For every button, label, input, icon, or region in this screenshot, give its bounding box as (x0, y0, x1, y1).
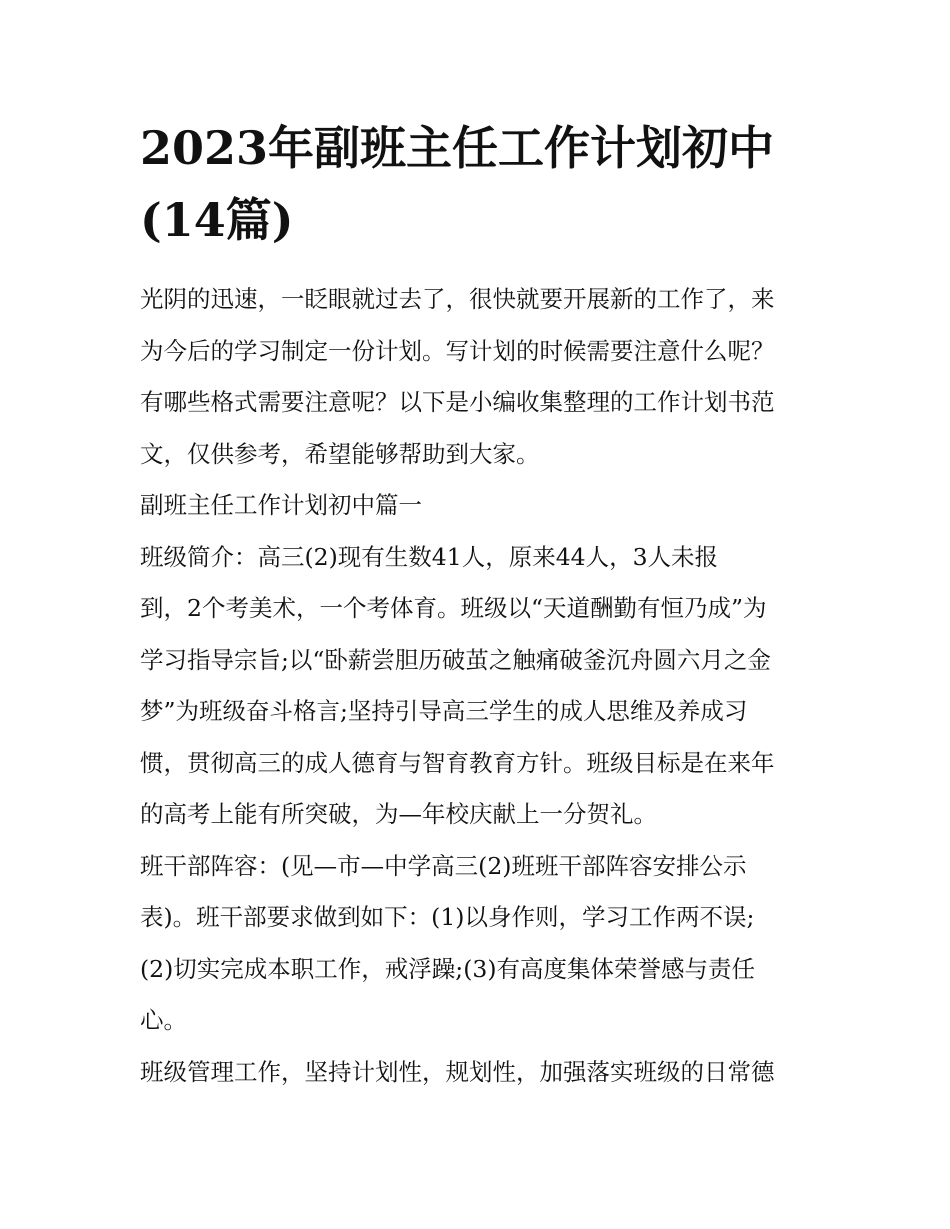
document-body (140, 274, 820, 1098)
text-line: 梦”为班级奋斗格言;坚持引导高三学生的成人思维及养成习 (140, 697, 748, 725)
text-line: 有哪些格式需要注意呢？以下是小编收集整理的工作计划书范 (140, 388, 775, 416)
text-line: 的高考上能有所突破，为—年校庆献上一分贺礼。 (140, 800, 657, 828)
section-heading (140, 480, 820, 532)
text-line: 班级简介：高三(2)现有生数41人，原来44人，3人未报 (140, 542, 719, 571)
document-title (140, 112, 830, 256)
text-line: 光阴的迅速，一眨眼就过去了，很快就要开展新的工作了，来 (140, 285, 775, 313)
text-line: 班干部阵容：(见—市—中学高三(2)班班干部阵容安排公示 (140, 851, 747, 880)
text-line: 表)。班干部要求做到如下：(1)以身作则，学习工作两不误; (140, 903, 755, 931)
title-line-1: 2023年副班主任工作计划初中 (140, 121, 775, 175)
text-line: 到，2个考美术，一个考体育。班级以“天道酬勤有恒乃成”为 (140, 594, 767, 622)
title-line-2: (14篇) (140, 193, 294, 247)
text-line: 为今后的学习制定一份计划。写计划的时候需要注意什么呢？ (140, 336, 775, 365)
paragraph-class-intro (140, 532, 820, 841)
text-line: 学习指导宗旨;以“卧薪尝胆历破茧之触痛破釜沉舟圆六月之金 (140, 645, 771, 674)
text-line: (2)切实完成本职工作，戒浮躁;(3)有高度集体荣誉感与责任 (140, 954, 755, 983)
paragraph-class-cadres (140, 841, 820, 1047)
text-line: 班级管理工作，坚持计划性，规划性，加强落实班级的日常德 (140, 1057, 775, 1086)
text-line: 惯，贯彻高三的成人德育与智育教育方针。班级目标是在来年 (140, 748, 775, 777)
paragraph-class-management (140, 1047, 820, 1099)
paragraph-intro (140, 274, 820, 480)
text-line: 文，仅供参考，希望能够帮助到大家。 (140, 439, 540, 468)
text-line: 副班主任工作计划初中篇一 (140, 491, 422, 519)
text-line: 心。 (140, 1006, 187, 1034)
